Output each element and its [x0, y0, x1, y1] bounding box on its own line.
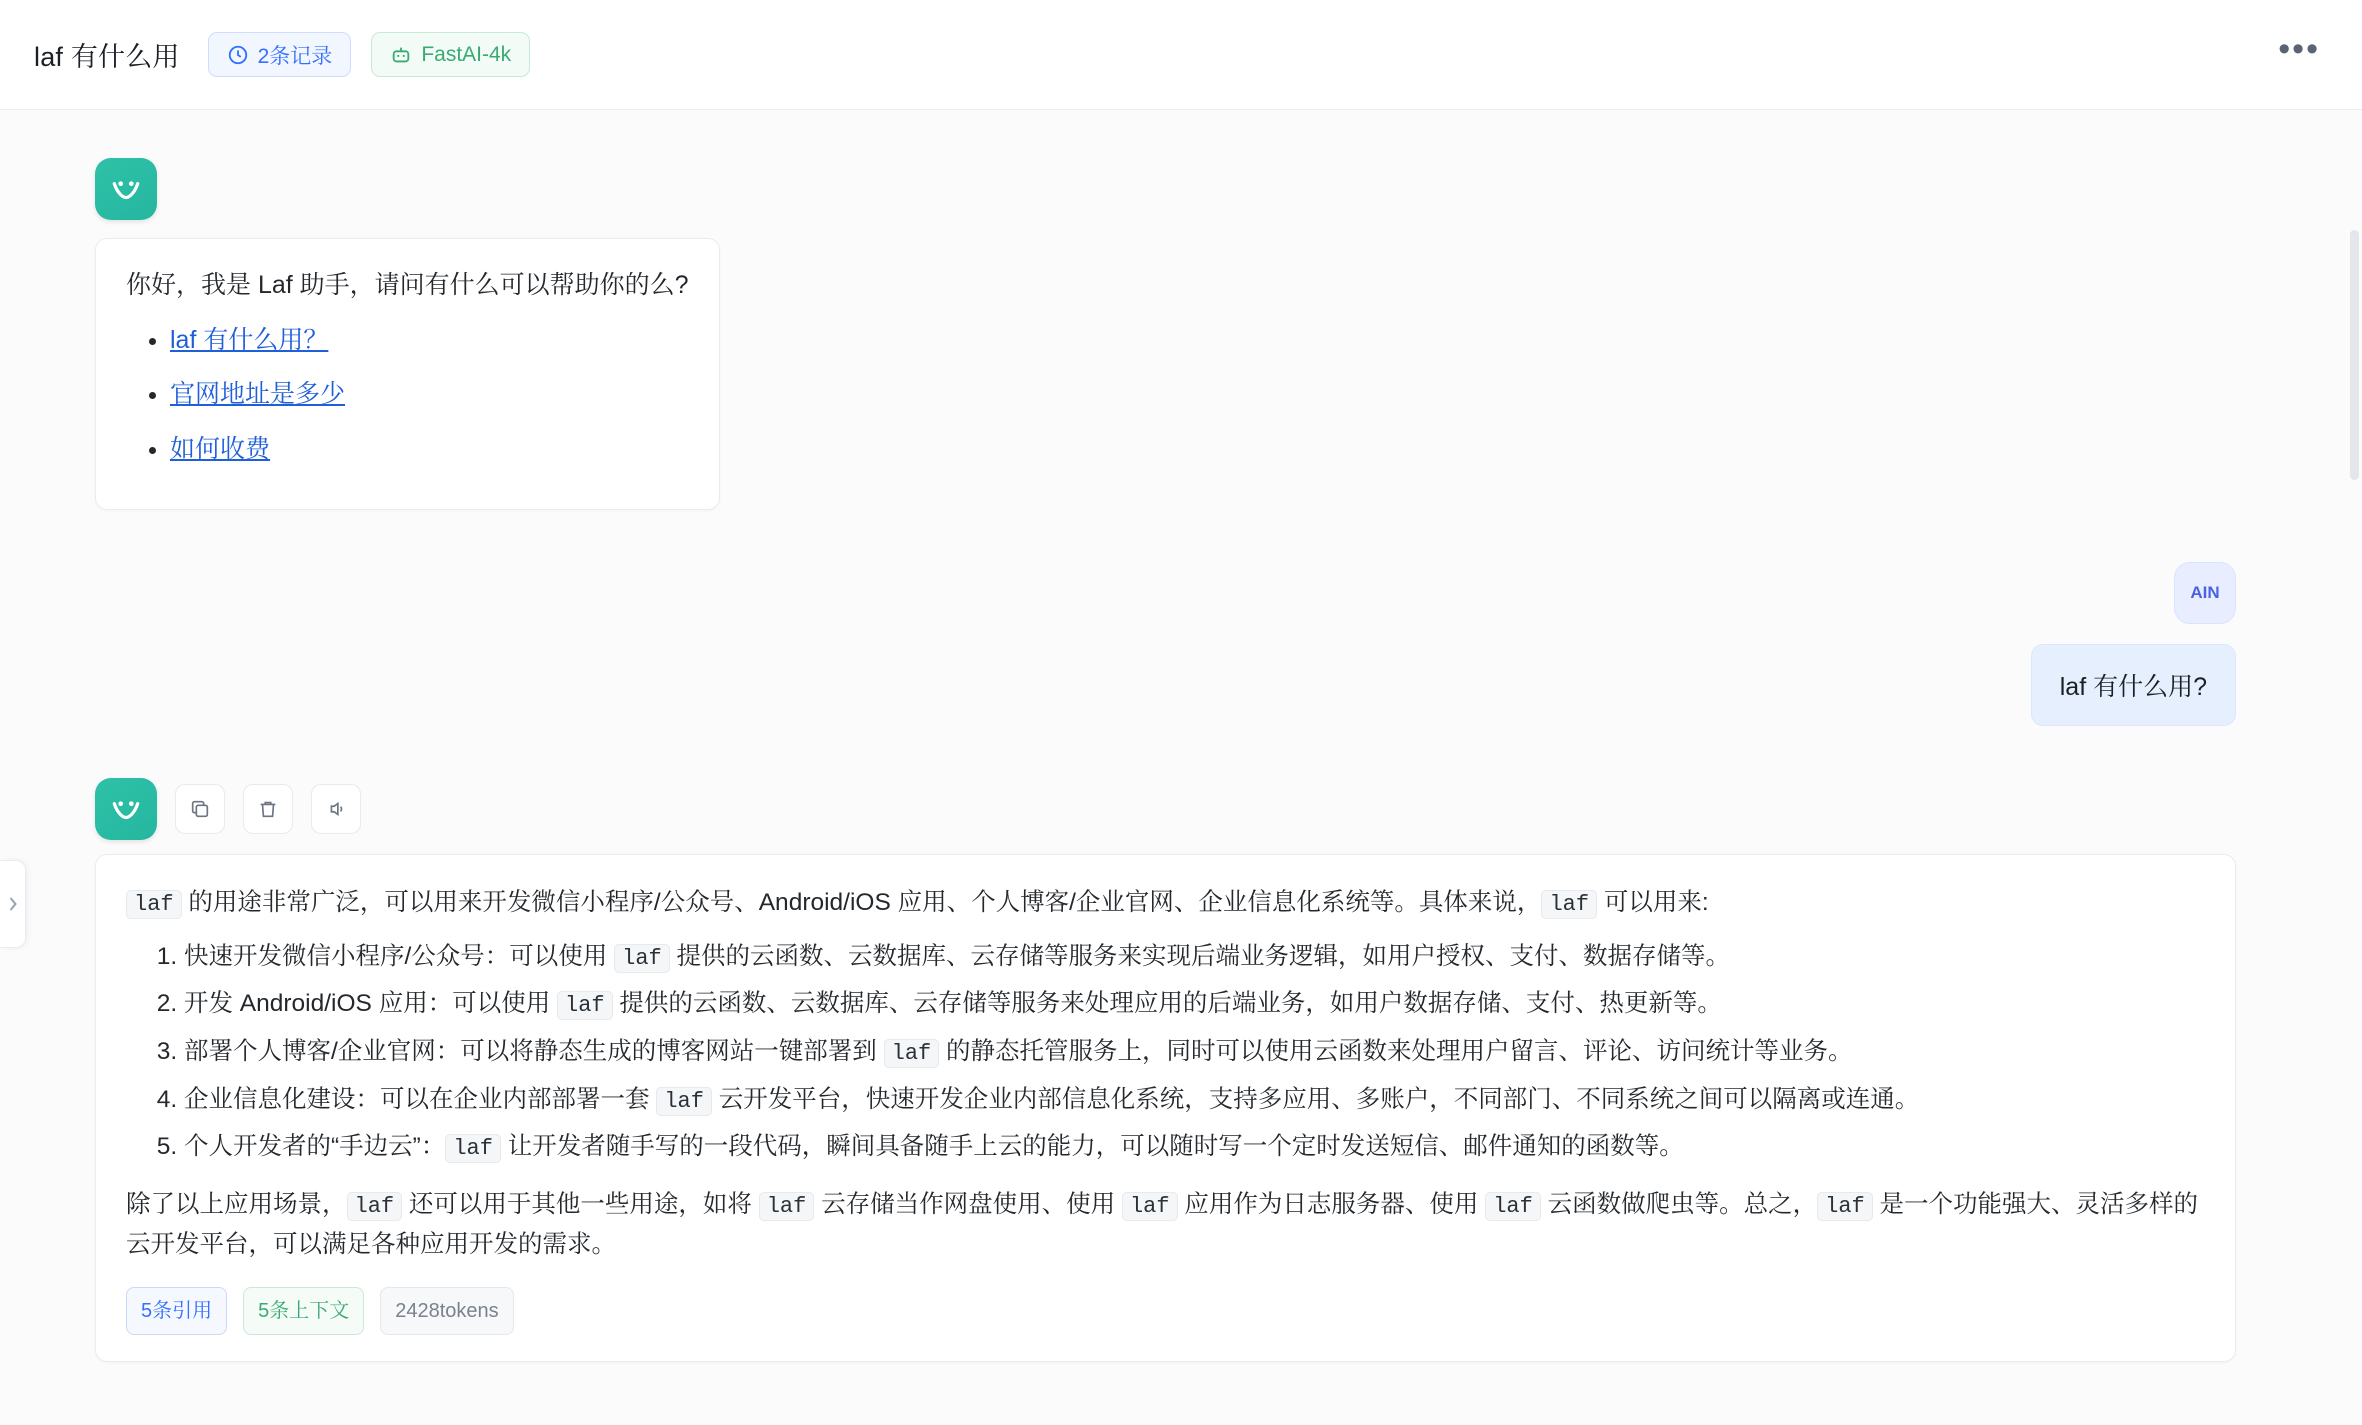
summary-part: 云存储当作网盘使用、使用 [814, 1191, 1122, 1219]
speak-icon[interactable] [311, 784, 361, 834]
clock-icon [227, 44, 249, 66]
summary-part: 云函数做爬虫等。总之， [1540, 1191, 1818, 1219]
answer-intro-text: 的用途非常广泛，可以用来开发微信小程序/公众号、Android/iOS 应用、个人博客/企业官网、企业信息化系统等。具体来说， [181, 889, 1542, 916]
list-item [170, 429, 689, 470]
suggestion-link-3[interactable]: 如何收费 [170, 434, 271, 463]
inline-code: laf [1485, 1192, 1541, 1221]
avatar-user [2174, 562, 2236, 624]
user-message-bubble: laf 有什么用? [2031, 644, 2236, 726]
item-post: 云开发平台，快速开发企业内部信息化系统，支持多应用、多账户，不同部门、不同系统之间可以隔离或连通。 [711, 1085, 1920, 1113]
greeting-bubble-wrap [95, 238, 720, 510]
user-message [95, 562, 2236, 726]
page-title: laf 有什么用 [34, 42, 180, 72]
inline-code: laf [614, 944, 670, 973]
copy-icon[interactable] [175, 784, 225, 834]
inline-code: laf [347, 1192, 403, 1221]
inline-code: laf [557, 991, 613, 1020]
item-post: 的静态托管服务上，同时可以使用云函数来处理用户留言、评论、访问统计等业务。 [939, 1038, 1853, 1066]
item-pre: 企业信息化建设：可以在企业内部部署一套 [184, 1085, 657, 1113]
list-item [170, 320, 689, 361]
inline-code: laf [126, 890, 182, 919]
history-count-label: 2条记录 [257, 44, 333, 68]
item-post: 提供的云函数、云数据库、云存储等服务来实现后端业务逻辑，如用户授权、支付、数据存储等。 [669, 942, 1731, 970]
avatar-bot [95, 158, 157, 220]
expand-sidebar-handle[interactable] [0, 860, 26, 948]
more-options-button[interactable]: ••• [2278, 29, 2320, 68]
item-post: 让开发者随手写的一段代码，瞬间具备随手上云的能力，可以随时写一个定时发送短信、邮件通知的函数等。 [500, 1133, 1684, 1161]
suggestion-link-1[interactable]: laf 有什么用？ [170, 325, 329, 354]
summary-part: 除了以上应用场景， [126, 1191, 347, 1219]
item-post: 提供的云函数、云数据库、云存储等服务来处理应用的后端业务，如用户数据存储、支付、热更新等。 [612, 990, 1722, 1018]
chat-scroll-area[interactable] [0, 110, 2362, 1425]
inline-code: laf [445, 1134, 501, 1163]
robot-icon [390, 44, 412, 66]
bot-answer-message [95, 778, 2236, 1362]
greeting-suggestion-list [126, 320, 689, 470]
answer-intro [126, 883, 2205, 923]
answer-intro-tail: 可以用来: [1597, 889, 1709, 916]
inline-code: laf [1817, 1192, 1873, 1221]
item-pre: 快速开发微信小程序/公众号：可以使用 [184, 942, 615, 970]
item-pre: 部署个人博客/企业官网：可以将静态生成的博客网站一键部署到 [184, 1038, 884, 1066]
list-item [184, 1080, 2205, 1120]
answer-toolbar [95, 778, 2236, 840]
vertical-scrollbar[interactable] [2350, 230, 2359, 480]
summary-part: 还可以用于其他一些用途，如将 [402, 1191, 759, 1219]
model-label: FastAI-4k [421, 42, 512, 66]
list-item [184, 1032, 2205, 1072]
list-item [184, 1127, 2205, 1167]
greeting-text: 你好，我是 Laf 助手，请问有什么可以帮助你的么? [126, 271, 689, 299]
quote-count-badge[interactable]: 5条引用 [126, 1287, 227, 1335]
bot-avatar-row [95, 158, 2236, 220]
inline-code: laf [1541, 890, 1597, 919]
user-avatar-row [95, 562, 2236, 624]
avatar-user-label: AIN [2190, 583, 2220, 602]
item-pre: 个人开发者的“手边云”： [184, 1133, 446, 1161]
summary-part: 应用作为日志服务器、使用 [1177, 1191, 1486, 1219]
header-bar [0, 0, 2362, 110]
suggestion-link-2[interactable]: 官网地址是多少 [170, 380, 346, 408]
inline-code: laf [759, 1192, 815, 1221]
answer-summary [126, 1185, 2205, 1264]
list-item [170, 374, 689, 415]
token-count-badge: 2428tokens [380, 1287, 513, 1335]
user-bubble-row [95, 624, 2236, 726]
item-pre: 开发 Android/iOS 应用：可以使用 [184, 990, 558, 1018]
answer-card [95, 854, 2236, 1362]
context-count-badge[interactable]: 5条上下文 [243, 1287, 364, 1335]
list-item [184, 937, 2205, 977]
greeting-bubble [95, 238, 720, 510]
answer-list [126, 937, 2205, 1167]
bot-greeting-message [95, 158, 2236, 510]
summary-part: 是一个功能强大、灵活多样的云开发平台，可以满足各种应用开发的需求。 [126, 1191, 2199, 1258]
inline-code: laf [656, 1087, 712, 1116]
avatar-bot [95, 778, 157, 840]
list-item [184, 984, 2205, 1024]
inline-code: laf [1122, 1192, 1178, 1221]
delete-icon[interactable] [243, 784, 293, 834]
history-count-chip[interactable] [208, 32, 352, 77]
answer-meta-row [126, 1287, 2205, 1335]
inline-code: laf [884, 1039, 940, 1068]
model-chip[interactable] [371, 32, 530, 77]
